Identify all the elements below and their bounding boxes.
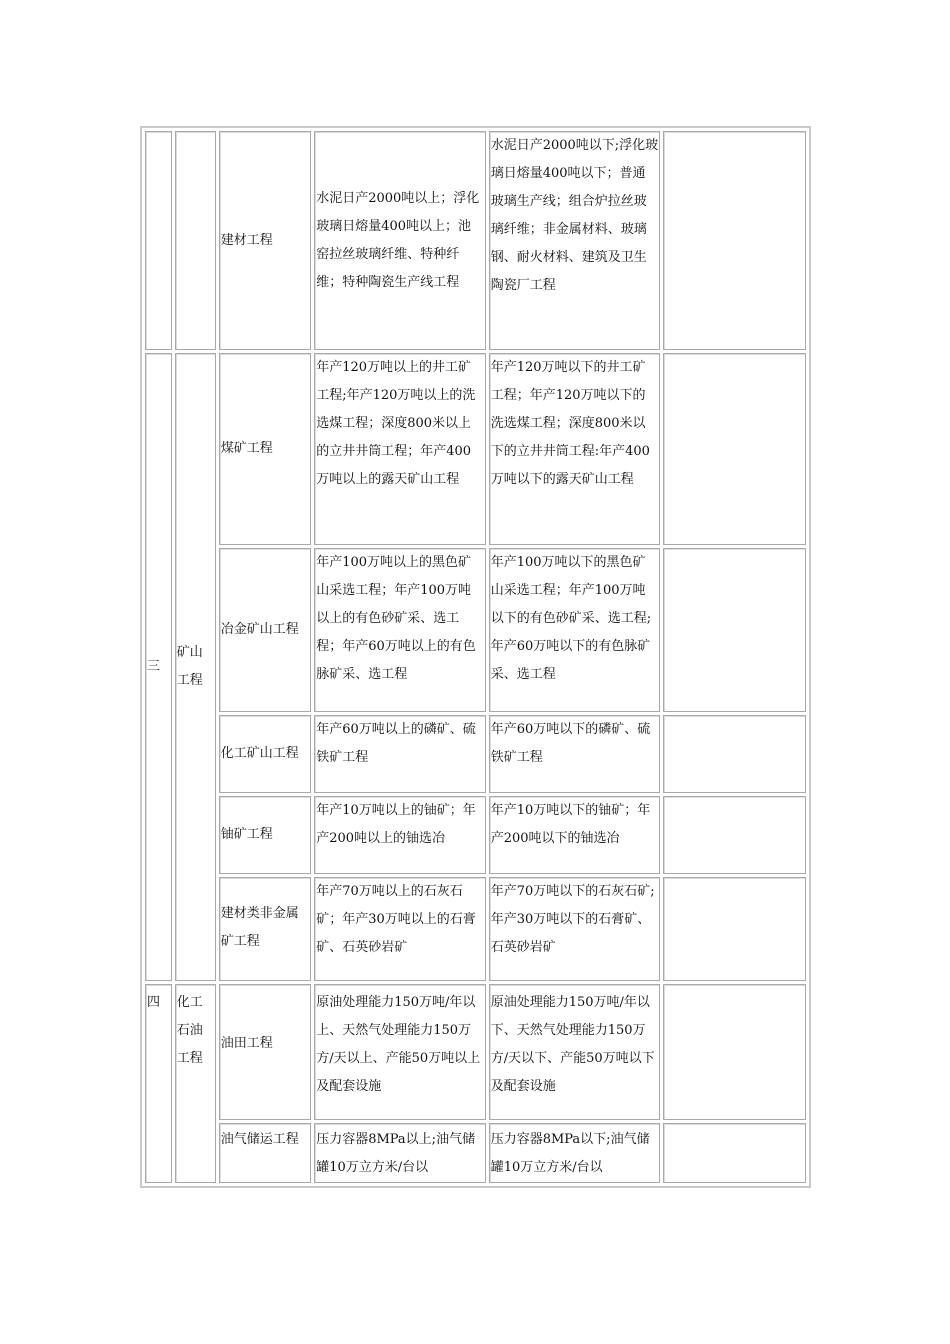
medium-scale-cell: 压力容器8MPa以下;油气储罐10万立方米/台以: [489, 1123, 661, 1183]
table-row: [145, 796, 806, 874]
large-scale-cell: 年产60万吨以上的磷矿、硫铁矿工程: [314, 715, 486, 793]
medium-scale-cell: 年产10万吨以下的铀矿；年产200吨以下的铀选冶: [489, 796, 661, 874]
remark-cell: [663, 877, 806, 981]
remark-cell: [663, 548, 806, 712]
category-cell: 化工矿山工程: [219, 715, 311, 793]
large-scale-cell: 水泥日产2000吨以上；浮化玻璃日熔量400吨以上；池窑拉丝玻璃纤维、特种纤维；特种陶瓷生产线工程: [314, 131, 486, 350]
category-cell: 煤矿工程: [219, 353, 311, 545]
remark-cell: [663, 1123, 806, 1183]
group-number-cell: 四: [145, 984, 172, 1183]
category-cell: 建材类非金属矿工程: [219, 877, 311, 981]
category-cell: 铀矿工程: [219, 796, 311, 874]
category-cell: 冶金矿山工程: [219, 548, 311, 712]
remark-cell: [663, 984, 806, 1120]
remark-cell: [663, 131, 806, 350]
large-scale-cell: 年产100万吨以上的黑色矿山采选工程；年产100万吨以上的有色砂矿采、选工程；年产60万吨以上的有色脉矿采、选工程: [314, 548, 486, 712]
group-number-cell: 三: [145, 353, 172, 981]
table-row: [145, 1123, 806, 1183]
medium-scale-cell: 年产100万吨以下的黑色矿山采选工程；年产100万吨以下的有色砂矿采、选工程;年产60万吨以下的有色脉矿采、选工程: [489, 548, 661, 712]
category-cell: 油气储运工程: [219, 1123, 311, 1183]
table-row: [145, 877, 806, 981]
large-scale-cell: 年产120万吨以上的井工矿工程;年产120万吨以上的洗选煤工程；深度800米以上的立井井筒工程；年产400万吨以上的露天矿山工程: [314, 353, 486, 545]
table-row: [145, 984, 806, 1120]
medium-scale-cell: 原油处理能力150万吨/年以下、天然气处理能力150万方/天以下、产能50万吨以下及配套设施: [489, 984, 661, 1120]
large-scale-cell: 年产70万吨以上的石灰石矿；年产30万吨以上的石膏矿、石英砂岩矿: [314, 877, 486, 981]
table-row: [145, 353, 806, 545]
large-scale-cell: 原油处理能力150万吨/年以上、天然气处理能力150万方/天以上、产能50万吨以上及配套设施: [314, 984, 486, 1120]
group-name-cell: [175, 131, 216, 350]
table-row: [145, 131, 806, 350]
remark-cell: [663, 796, 806, 874]
group-number-cell: [145, 131, 172, 350]
category-cell: 建材工程: [219, 131, 311, 350]
remark-cell: [663, 715, 806, 793]
medium-scale-cell: 年产70万吨以下的石灰石矿;年产30万吨以下的石膏矿、石英砂岩矿: [489, 877, 661, 981]
remark-cell: [663, 353, 806, 545]
medium-scale-cell: 年产120万吨以下的井工矿工程；年产120万吨以下的洗选煤工程；深度800米以下的立井井筒工程:年产400万吨以下的露天矿山工程: [489, 353, 661, 545]
engineering-scale-table: [140, 126, 811, 1188]
medium-scale-cell: 年产60万吨以下的磷矿、硫铁矿工程: [489, 715, 661, 793]
large-scale-cell: 压力容器8MPa以上;油气储罐10万立方米/台以: [314, 1123, 486, 1183]
medium-scale-cell: 水泥日产2000吨以下;浮化玻璃日熔量400吨以下；普通玻璃生产线；组合炉拉丝玻璃纤维；非金属材料、玻璃钢、耐火材料、建筑及卫生陶瓷厂工程: [489, 131, 661, 350]
table-row: [145, 548, 806, 712]
group-name-cell: 矿山工程: [175, 353, 216, 981]
category-cell: 油田工程: [219, 984, 311, 1120]
large-scale-cell: 年产10万吨以上的铀矿；年产200吨以上的铀选冶: [314, 796, 486, 874]
group-name-cell: 化工石油工程: [175, 984, 216, 1183]
table-row: [145, 715, 806, 793]
